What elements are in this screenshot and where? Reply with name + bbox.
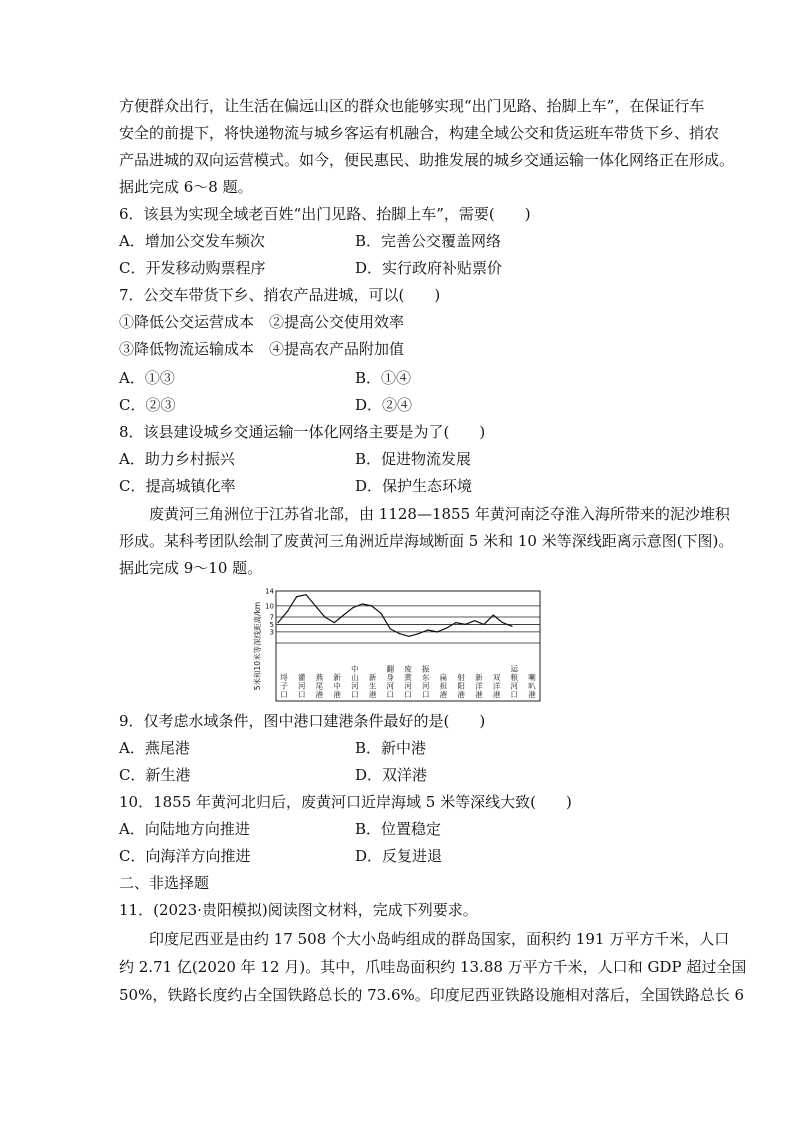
category-label-0: 口 [280, 690, 288, 699]
y-tick-label: 14 [265, 587, 274, 596]
series-point [296, 596, 297, 597]
category-label-1: 灌 [297, 673, 306, 682]
q6-stem: 6．该县为实现全域老百姓“出门见路、抬脚上车”，需要( ) [119, 205, 531, 223]
category-label-11: 港 [475, 690, 483, 699]
q7-option-d: D．②④ [355, 396, 413, 414]
category-label-8: 东 [421, 673, 430, 682]
category-label-13: 口 [510, 690, 519, 699]
series-point [306, 594, 307, 595]
q9-stem: 9．仅考虑水域条件，图中港口建港条件最好的是( ) [119, 712, 486, 730]
q9-option-c: C．新生港 [119, 766, 191, 784]
category-label-6: 翻 [386, 664, 395, 674]
y-axis-label: 5米和10米等深线距离/km [253, 601, 262, 691]
q11-line-2: 约 2.71 亿(2020 年 12 月)。其中，爪哇岛面积约 13.88 万平方千米，人口和 GDP 超过全国 [119, 958, 747, 976]
category-label-9: 担 [439, 681, 448, 691]
category-label-6: 口 [386, 690, 395, 699]
category-label-7: 黄 [404, 673, 412, 682]
q11-line-3: 50%，铁路长度约占全国铁路总长的 73.6%。印度尼西亚铁路设施相对落后，全国铁路总长 6 [119, 986, 745, 1004]
category-label-1: 河 [297, 681, 306, 691]
series-point [465, 624, 466, 625]
y-tick-label: 7 [269, 613, 274, 622]
category-label-12: 双 [492, 673, 501, 682]
y-tick-label: 5 [269, 620, 274, 629]
category-label-5: 新 [368, 673, 377, 682]
series-point [343, 615, 344, 616]
category-label-5: 生 [368, 681, 377, 691]
q6-option-a: A．增加公交发车频次 [119, 232, 265, 250]
q6-option-b: B．完善公交覆盖网络 [355, 232, 502, 250]
category-label-12: 港 [492, 690, 501, 699]
intro-line-2: 安全的前提下，将快递物流与城乡客运有机融合，构建全域公交和货运班车带货下乡、捎农 [119, 124, 720, 142]
q7-option-c: C．②③ [119, 396, 176, 414]
series-point [315, 605, 316, 606]
intro-line-1: 方便群众出行，让生活在偏远山区的群众也能够实现“出门见路、抬脚上车”，在保证行车 [119, 97, 705, 115]
category-label-7: 河 [404, 681, 412, 691]
q9-option-a: A．燕尾港 [119, 739, 190, 757]
category-label-2: 港 [315, 690, 324, 699]
category-label-9: 港 [439, 690, 448, 699]
q6-option-d: D．实行政府补贴票价 [355, 259, 503, 277]
series-point [380, 613, 381, 614]
material2-line-3: 据此完成 9～10 题。 [119, 559, 263, 577]
category-label-4: 中 [351, 664, 359, 674]
series-point [362, 603, 363, 604]
series-point [390, 628, 391, 629]
q7-item-row-2: ③降低物流运输成本 ④提高农产品附加值 [119, 340, 405, 358]
series-point [446, 628, 447, 629]
y-tick-label: 10 [265, 602, 274, 611]
series-point [371, 605, 372, 606]
q7-option-a: A．①③ [119, 369, 175, 387]
series-point [418, 633, 419, 634]
q10-option-d: D．反复进退 [355, 847, 443, 865]
category-label-10: 港 [457, 690, 465, 699]
q8-option-d: D．保护生态环境 [355, 477, 473, 495]
q8-option-a: A．助力乡村振兴 [119, 450, 235, 468]
y-tick-label: 3 [269, 628, 274, 637]
category-label-13: 粮 [510, 673, 519, 682]
q8-option-c: C．提高城镇化率 [119, 477, 236, 495]
category-label-8: 口 [421, 690, 430, 699]
category-label-13: 运 [510, 664, 519, 674]
q7-stem: 7．公交车带货下乡、捎农产品进城，可以( ) [119, 286, 441, 304]
series-point [408, 636, 409, 637]
q9-option-d: D．双洋港 [355, 766, 428, 784]
category-label-14: 叭 [528, 681, 536, 691]
intro-line-4: 据此完成 6～8 题。 [119, 178, 253, 196]
category-label-3: 港 [333, 690, 341, 699]
series-point [324, 616, 325, 617]
q8-option-b: B．促进物流发展 [355, 450, 472, 468]
series-point [352, 607, 353, 608]
series-point [483, 624, 484, 625]
category-label-0: 埒 [280, 673, 288, 682]
series-point [493, 615, 494, 616]
series-point [399, 633, 400, 634]
series-point [277, 622, 278, 623]
material2-line-1: 废黄河三角洲位于江苏省北部，由 1128—1855 年黄河南泛夺淮入海所带来的泥沙堆积 [149, 505, 730, 523]
category-label-1: 口 [297, 690, 306, 699]
q11-line-1: 印度尼西亚是由约 17 508 个大小岛屿组成的群岛国家，面积约 191 万平方千米，人口 [149, 930, 730, 948]
section-title: 二、非选择题 [119, 874, 210, 892]
category-label-11: 新 [475, 673, 483, 682]
category-label-14: 港 [528, 690, 536, 699]
q10-option-b: B．位置稳定 [355, 820, 442, 838]
series-point [455, 622, 456, 623]
category-label-4: 河 [351, 681, 359, 691]
q11-stem: 11．(2023·贵阳模拟)阅读图文材料，完成下列要求。 [119, 901, 478, 919]
series-point [437, 631, 438, 632]
series-point [427, 629, 428, 630]
q9-option-b: B．新中港 [355, 739, 427, 757]
category-label-13: 河 [510, 681, 519, 691]
category-label-6: 河 [386, 681, 395, 691]
q10-stem: 10．1855 年黄河北归后，废黄河口近岸海域 5 米等深线大致( ) [119, 793, 572, 811]
material2-line-2: 形成。某科考团队绘制了废黄河三角洲近岸海域断面 5 米和 10 米等深线距离示意图(下图)。 [119, 532, 734, 550]
category-label-10: 射 [457, 673, 465, 682]
category-label-2: 燕 [315, 673, 324, 682]
q7-option-b: B．①④ [355, 369, 412, 387]
category-label-3: 中 [333, 681, 341, 691]
q6-option-c: C．开发移动购票程序 [119, 259, 266, 277]
isobath-distance-chart [252, 583, 548, 705]
series-point [511, 626, 512, 627]
category-label-2: 尾 [315, 681, 324, 691]
category-label-7: 废 [404, 664, 412, 674]
series-point [334, 622, 335, 623]
q7-item-row-1: ①降低公交运营成本 ②提高公交使用效率 [119, 313, 405, 331]
category-label-8: 振 [421, 664, 430, 674]
category-label-5: 港 [368, 690, 377, 699]
category-label-3: 新 [333, 673, 341, 682]
category-label-12: 洋 [492, 681, 501, 691]
category-label-8: 河 [421, 681, 430, 691]
q10-option-c: C．向海洋方向推进 [119, 847, 251, 865]
category-label-0: 子 [280, 681, 288, 691]
category-label-6: 身 [386, 673, 395, 682]
category-label-7: 口 [404, 690, 412, 699]
category-label-14: 喇 [528, 673, 536, 682]
series-point [287, 611, 288, 612]
q8-stem: 8．该县建设城乡交通运输一体化网络主要是为了( ) [119, 423, 486, 441]
category-label-10: 阳 [457, 681, 465, 691]
series-point [502, 622, 503, 623]
category-label-11: 洋 [475, 681, 483, 691]
category-label-9: 扁 [439, 673, 448, 682]
series-point [474, 620, 475, 621]
category-label-4: 口 [351, 690, 359, 699]
series-line [278, 595, 512, 637]
category-label-4: 山 [351, 673, 359, 682]
intro-line-3: 产品进城的双向运营模式。如今，便民惠民、助推发展的城乡交通运输一体化网络正在形成。 [119, 151, 735, 169]
q10-option-a: A．向陆地方向推进 [119, 820, 250, 838]
